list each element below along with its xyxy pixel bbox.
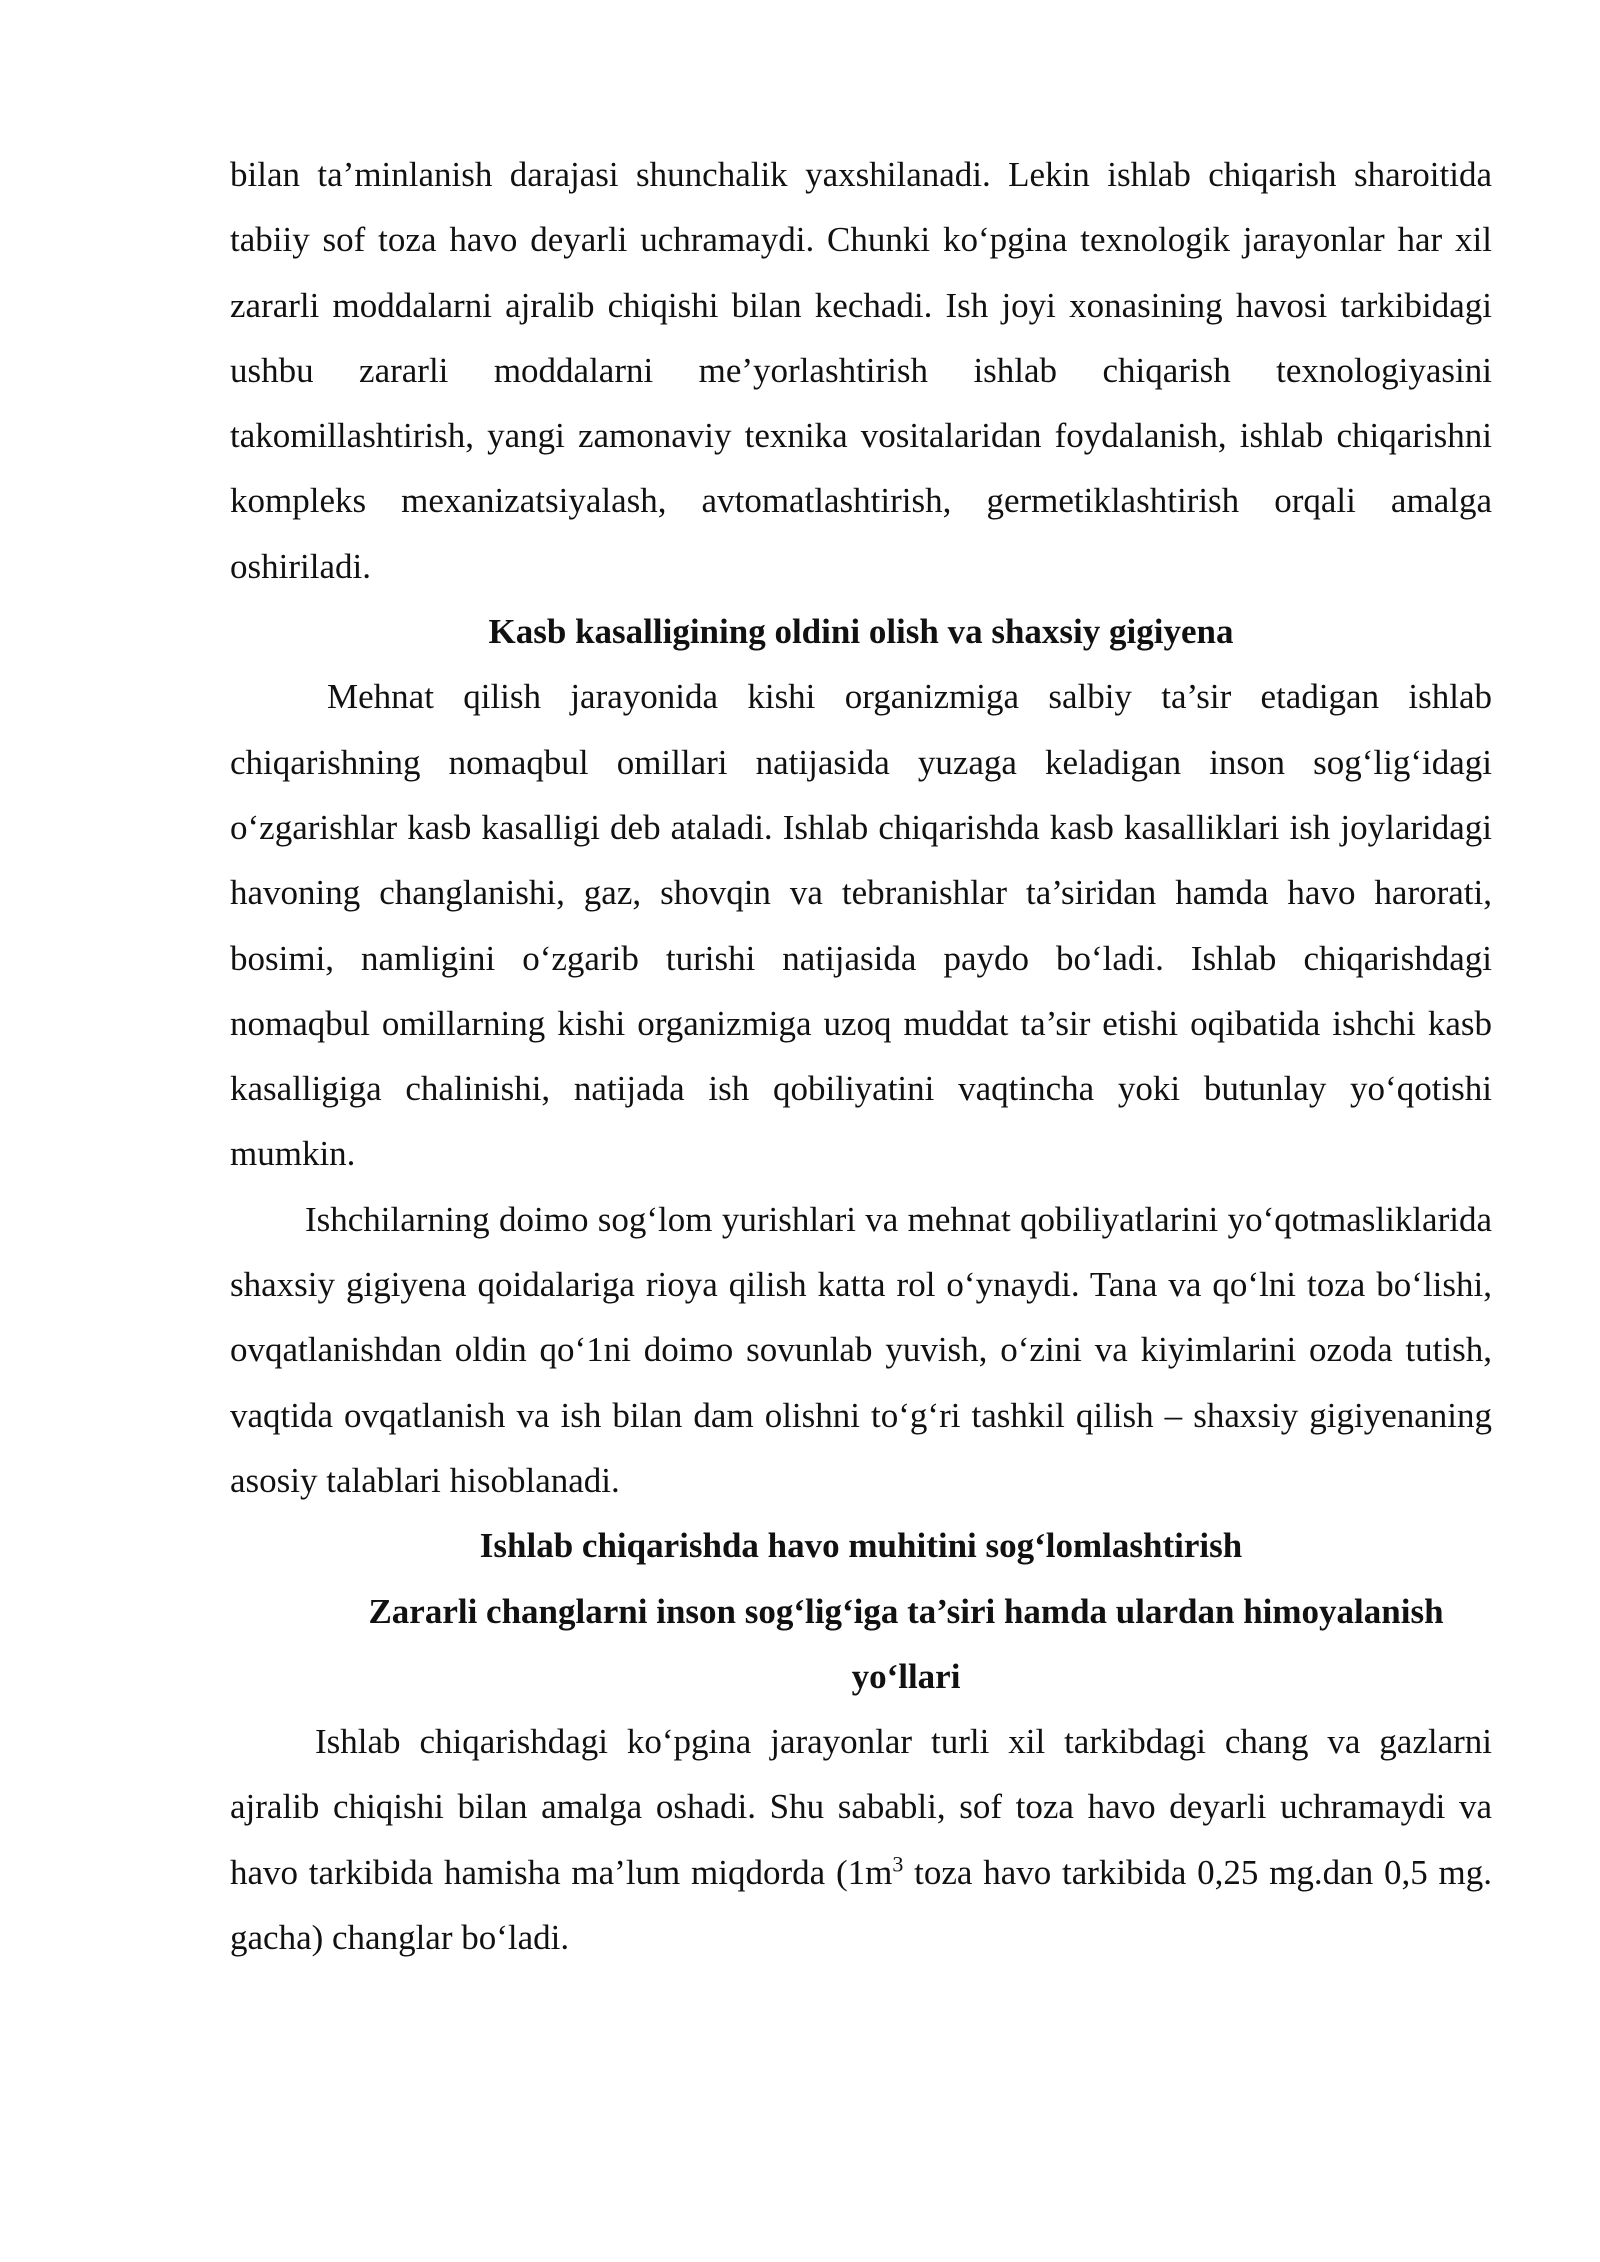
section-heading-occupational-disease: Kasb kasalligining oldini olish va shaxsiy gigiyena: [488, 612, 1234, 652]
section-heading-air-environment: Ishlab chiqarishda havo muhitini sog‘lomlashtirish: [479, 1526, 1243, 1566]
superscript-cubic: 3: [892, 1851, 904, 1877]
paragraph-text-part-2: toza havo tarkibida 0,25 mg.dan 0,5 mg. gacha) changlar bo‘ladi.: [230, 1852, 1492, 1958]
paragraph-personal-hygiene: Ishchilarning doimo sog‘lom yurishlari va mehnat qobiliyatlarini yo‘qotmasliklarida shaxsiy gigiyena qoidalariga rioya qilish katta rol o‘ynaydi. Tana va qo‘lni toza bo‘lishi, ovqatlanishdan oldin qo‘1ni doimo sovunlab yuvish, o‘zini va kiyimlarini ozoda tutish, vaqtida ovqatlanish va ish bilan dam olishni to‘g‘ri tashkil qilish – shaxsiy gigiyenaning asosiy talablari hisoblanadi.: [230, 1199, 1492, 1500]
paragraph-text-part-1: Ishlab chiqarishdagi ko‘pgina jarayonlar turli xil tarkibdagi chang va gazlarni ajralib chiqishi bilan amalga oshadi. Shu sababli, sof toza havo deyarli uchramaydi va havo tarkibida hamisha ma’lum miqdorda (1m: [230, 1722, 1492, 1892]
paragraph-dust-gases: [230, 1709, 1492, 1970]
document-page: [230, 142, 1492, 1970]
paragraph-continued: bilan ta’minlanish darajasi shunchalik yaxshilanadi. Lekin ishlab chiqarish sharoitida tabiiy sof toza havo deyarli uchramaydi. Chunki ko‘pgina texnologik jarayonlar har xil zararli moddalarni ajralib chiqishi bilan kechadi. Ish joyi xonasining havosi tarkibidagi ushbu zararli moddalarni me’yorlashtirish ishlab chiqarish texnologiyasini takomillashtirish, yangi zamonaviy texnika vositalaridan foydalanish, ishlab chiqarishni kompleks mexanizatsiyalash, avtomatlashtirish, germetiklashtirish orqali amalga oshiriladi.: [230, 155, 1492, 586]
paragraph-occupational-disease: Mehnat qilish jarayonida kishi organizmiga salbiy ta’sir etadigan ishlab chiqarishning nomaqbul omillari natijasida yuzaga keladigan inson sog‘lig‘idagi o‘zgarishlar kasb kasalligi deb ataladi. Ishlab chiqarishda kasb kasalliklari ish joylaridagi havoning changlanishi, gaz, shovqin va tebranishlar ta’siridan hamda havo harorati, bosimi, namligini o‘zgarib turishi natijasida paydo bo‘ladi. Ishlab chiqarishdagi nomaqbul omillarning kishi organizmiga uzoq muddat ta’sir etishi oqibatida ishchi kasb kasalligiga chalinishi, natijada ish qobiliyatini vaqtincha yoki butunlay yo‘qotishi mumkin.: [230, 677, 1492, 1174]
subsection-heading-dust-effects: Zararli changlarni inson sog‘lig‘iga ta’siri hamda ulardan himoyalanish yo‘llari: [368, 1591, 1444, 1696]
